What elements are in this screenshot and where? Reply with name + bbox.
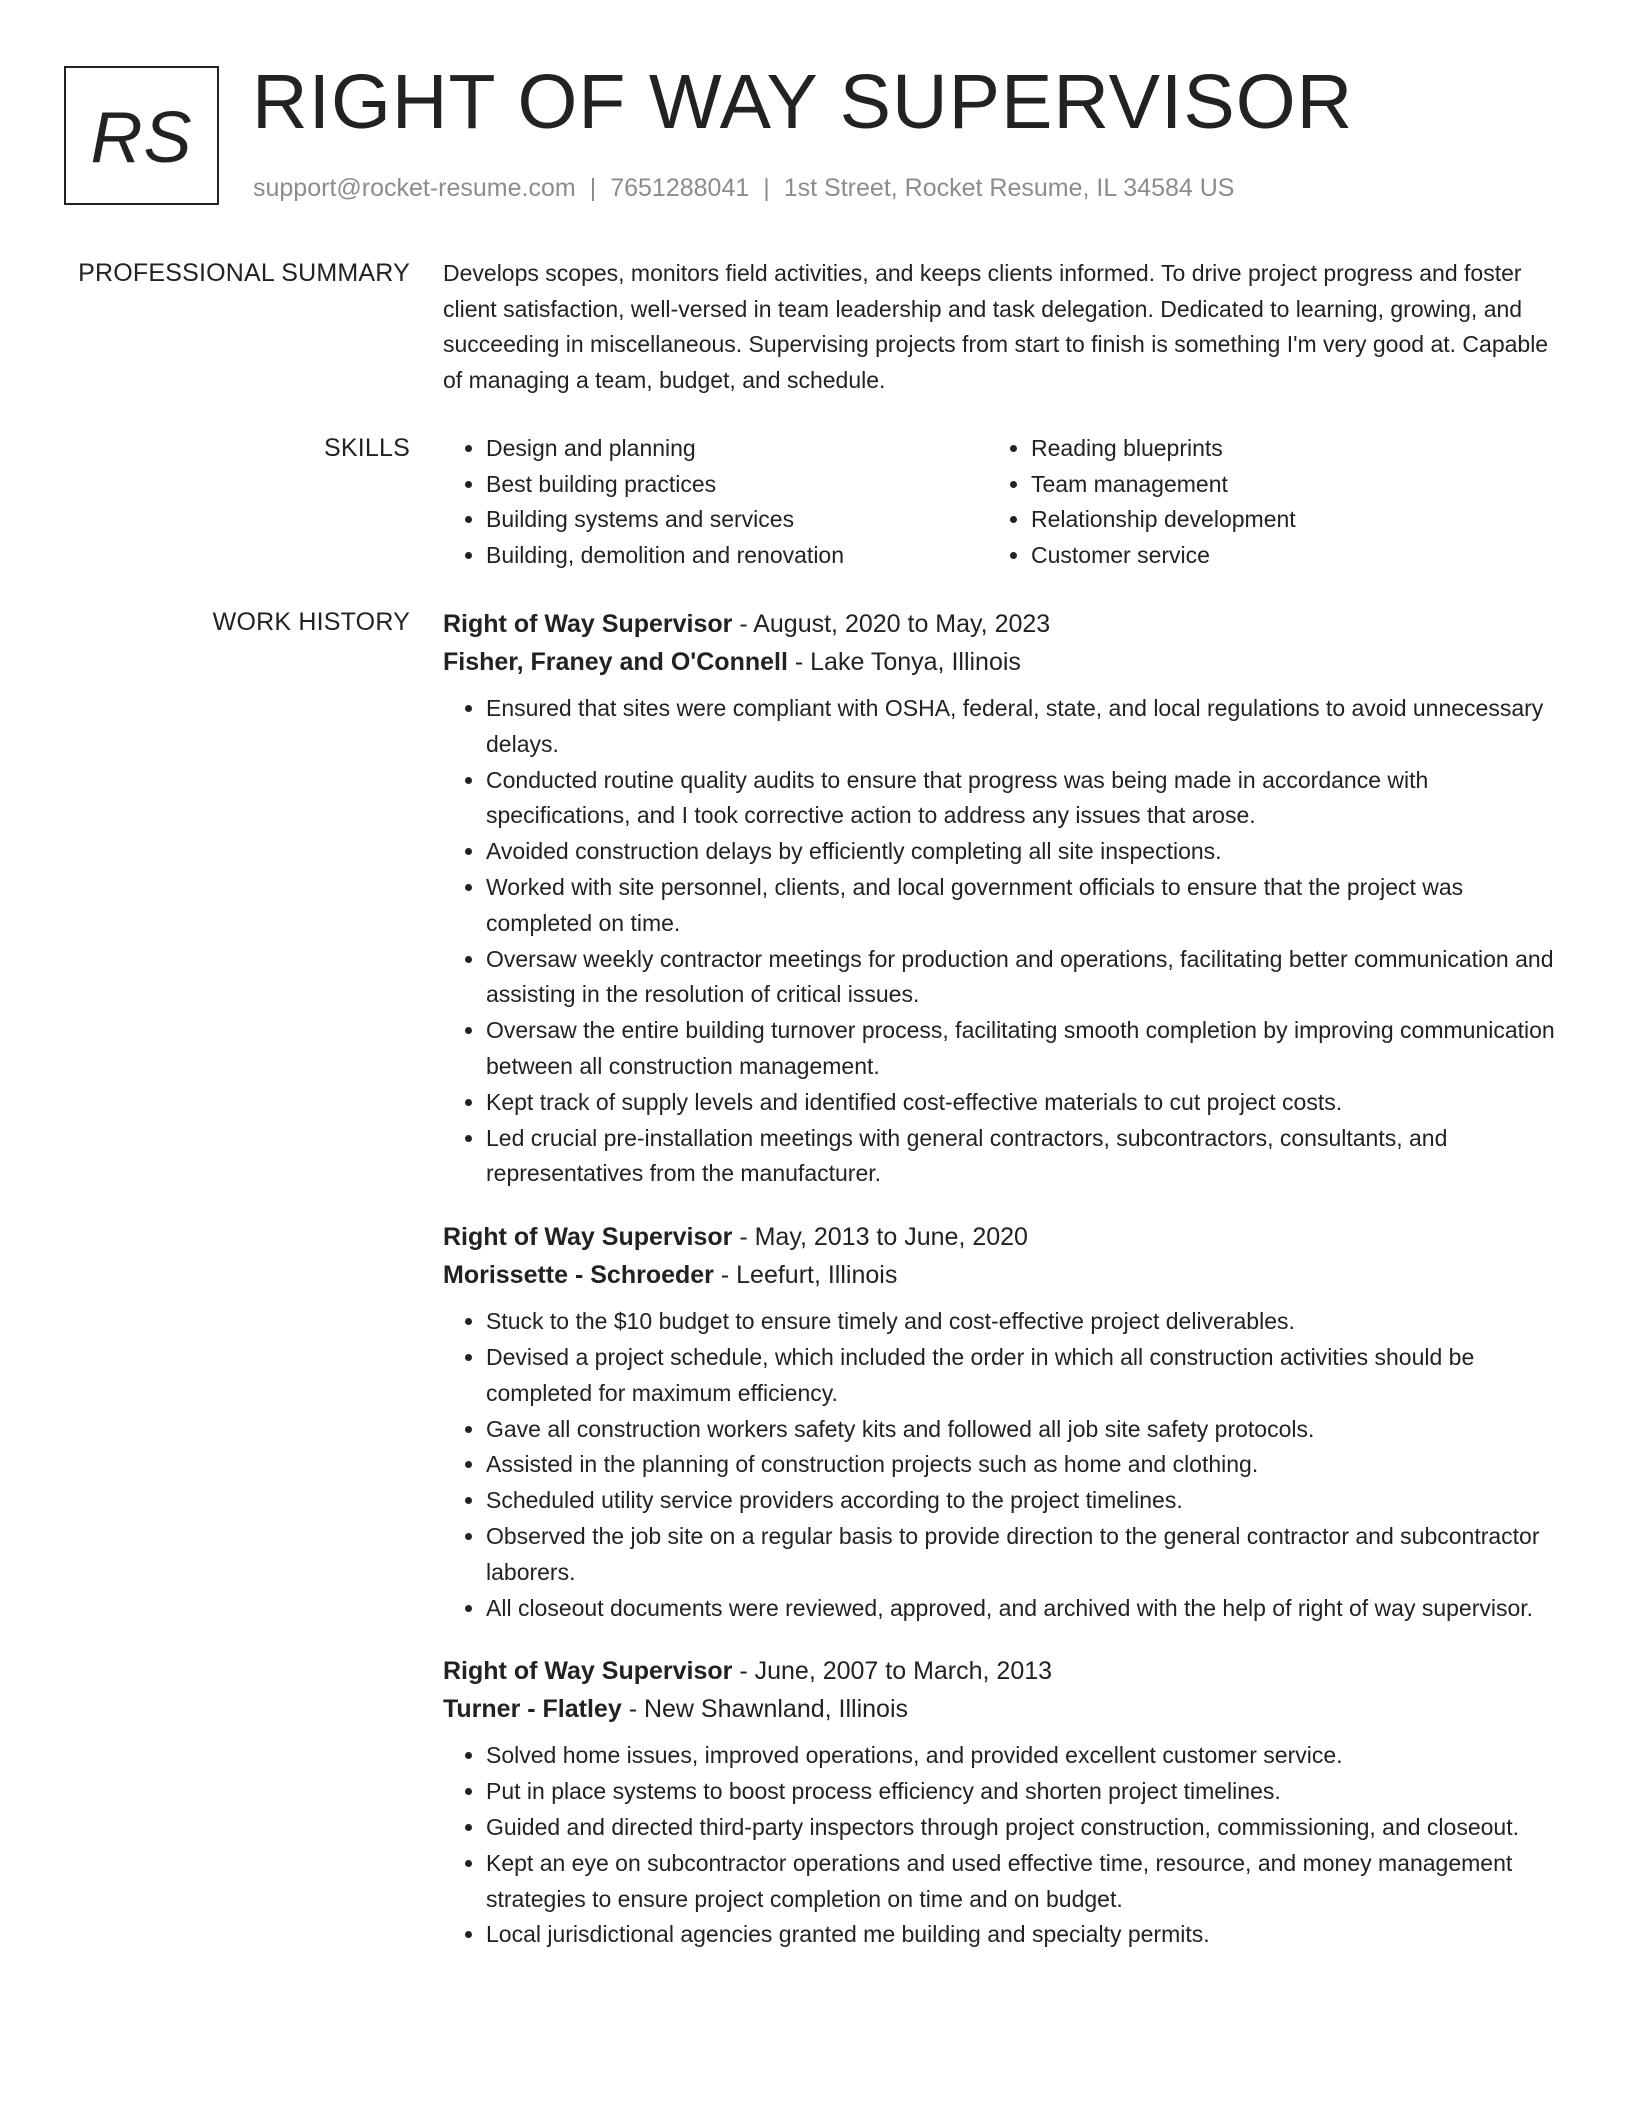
job-bullet: • Gave all construction workers safety kits and followed all job site safety protocols. xyxy=(486,1412,1565,1448)
skill-item: • Building, demolition and renovation xyxy=(486,538,988,574)
resume-title: RIGHT OF WAY SUPERVISOR xyxy=(252,59,1354,145)
contact-separator: | xyxy=(763,174,770,202)
skills-columns xyxy=(443,431,1565,573)
monogram-box xyxy=(64,66,219,205)
skills-column-left xyxy=(443,431,988,573)
contact-phone: 7651288041 xyxy=(610,174,750,202)
work-history-body xyxy=(443,605,1565,1979)
job-entry xyxy=(443,605,1565,1192)
job-bullet: • Kept an eye on subcontractor operations and used effective time, resource, and money management strategies to ensure project completion on time and on budget. xyxy=(486,1846,1565,1918)
job-entry xyxy=(443,1218,1565,1626)
job-title: Right of Way Supervisor xyxy=(443,610,733,638)
job-location: - New Shawnland, Illinois xyxy=(621,1695,908,1724)
job-bullet: • Ensured that sites were compliant with OSHA, federal, state, and local regulations to avoid unnecessary delays. xyxy=(486,691,1565,763)
summary-body xyxy=(443,256,1565,398)
job-bullet: • Guided and directed third-party inspectors through project construction, commissioning, and closeout. xyxy=(486,1810,1565,1846)
job-bullet: • Assisted in the planning of construction projects such as home and clothing. xyxy=(486,1447,1565,1483)
skills-column-right xyxy=(988,431,1533,573)
work-history-label: WORK HISTORY xyxy=(212,608,410,636)
skill-item: • Design and planning xyxy=(486,431,988,467)
job-bullet: • Conducted routine quality audits to ensure that progress was being made in accordance with specifications, and I took corrective action to address any issues that arose. xyxy=(486,763,1565,835)
skill-item: • Best building practices xyxy=(486,467,988,503)
initials: RS xyxy=(90,97,193,178)
job-bullet: • Put in place systems to boost process efficiency and shorten project timelines. xyxy=(486,1774,1565,1810)
job-entry xyxy=(443,1652,1565,1953)
job-title-line xyxy=(443,1218,1565,1256)
contact-email: support@rocket-resume.com xyxy=(253,174,576,202)
skills-label: SKILLS xyxy=(324,434,410,462)
summary-label: PROFESSIONAL SUMMARY xyxy=(78,259,410,287)
job-bullet: • Oversaw weekly contractor meetings for production and operations, facilitating better communication and assisting in the resolution of critical issues. xyxy=(486,942,1565,1014)
job-title-line xyxy=(443,1652,1565,1690)
skill-item: • Building systems and services xyxy=(486,502,988,538)
job-bullet: • Led crucial pre-installation meetings with general contractors, subcontractors, consultants, and representatives from the manufacturer. xyxy=(486,1121,1565,1193)
skills-body xyxy=(443,431,1565,573)
skill-item: • Relationship development xyxy=(1031,502,1533,538)
job-bullet-list xyxy=(443,691,1565,1192)
job-title: Right of Way Supervisor xyxy=(443,1657,733,1686)
job-title-line xyxy=(443,605,1565,643)
job-bullet: • Oversaw the entire building turnover process, facilitating smooth completion by improving communication between all construction management. xyxy=(486,1013,1565,1085)
job-bullet: • Local jurisdictional agencies granted me building and specialty permits. xyxy=(486,1917,1565,1953)
job-bullet: • Solved home issues, improved operations, and provided excellent customer service. xyxy=(486,1738,1565,1774)
job-bullet: • Kept track of supply levels and identified cost-effective materials to cut project costs. xyxy=(486,1085,1565,1121)
contact-address: 1st Street, Rocket Resume, IL 34584 US xyxy=(783,174,1235,202)
job-bullet: • All closeout documents were reviewed, approved, and archived with the help of right of way supervisor. xyxy=(486,1591,1565,1627)
job-location: - Leefurt, Illinois xyxy=(713,1261,898,1290)
job-bullet: • Scheduled utility service providers according to the project timelines. xyxy=(486,1483,1565,1519)
job-bullet: • Avoided construction delays by efficiently completing all site inspections. xyxy=(486,834,1565,870)
job-company: Turner - Flatley xyxy=(443,1695,622,1724)
job-bullet: • Observed the job site on a regular basis to provide direction to the general contractor and subcontractor laborers. xyxy=(486,1519,1565,1591)
job-bullet-list xyxy=(443,1304,1565,1626)
job-dates: - May, 2013 to June, 2020 xyxy=(732,1223,1028,1252)
contact-line xyxy=(253,172,1234,204)
job-location: - Lake Tonya, Illinois xyxy=(787,648,1021,676)
summary-text: Develops scopes, monitors field activities, and keeps clients informed. To drive project progress and foster client satisfaction, well-versed in team leadership and task delegation. Dedicated to learning, growing, and succeeding in miscellaneous. Supervising projects from start to finish is something I'm very good at. Capable of managing a team, budget, and schedule. xyxy=(443,260,1549,393)
skill-item: • Team management xyxy=(1031,467,1533,503)
job-bullet: • Stuck to the $10 budget to ensure timely and cost-effective project deliverables. xyxy=(486,1304,1565,1340)
job-dates: - June, 2007 to March, 2013 xyxy=(732,1657,1053,1686)
job-dates: - August, 2020 to May, 2023 xyxy=(732,610,1051,638)
job-bullet-list xyxy=(443,1738,1565,1953)
job-company-line xyxy=(443,643,1565,681)
contact-separator: | xyxy=(589,174,597,202)
job-company: Morissette - Schroeder xyxy=(443,1261,714,1290)
job-company-line xyxy=(443,1256,1565,1294)
job-bullet: • Devised a project schedule, which included the order in which all construction activities should be completed for maximum efficiency. xyxy=(486,1340,1565,1412)
skill-item: • Reading blueprints xyxy=(1031,431,1533,467)
skill-item: • Customer service xyxy=(1031,538,1533,574)
job-title: Right of Way Supervisor xyxy=(443,1223,733,1252)
job-company-line xyxy=(443,1690,1565,1728)
job-company: Fisher, Franey and O'Connell xyxy=(443,648,788,676)
job-bullet: • Worked with site personnel, clients, and local government officials to ensure that the project was completed on time. xyxy=(486,870,1565,942)
